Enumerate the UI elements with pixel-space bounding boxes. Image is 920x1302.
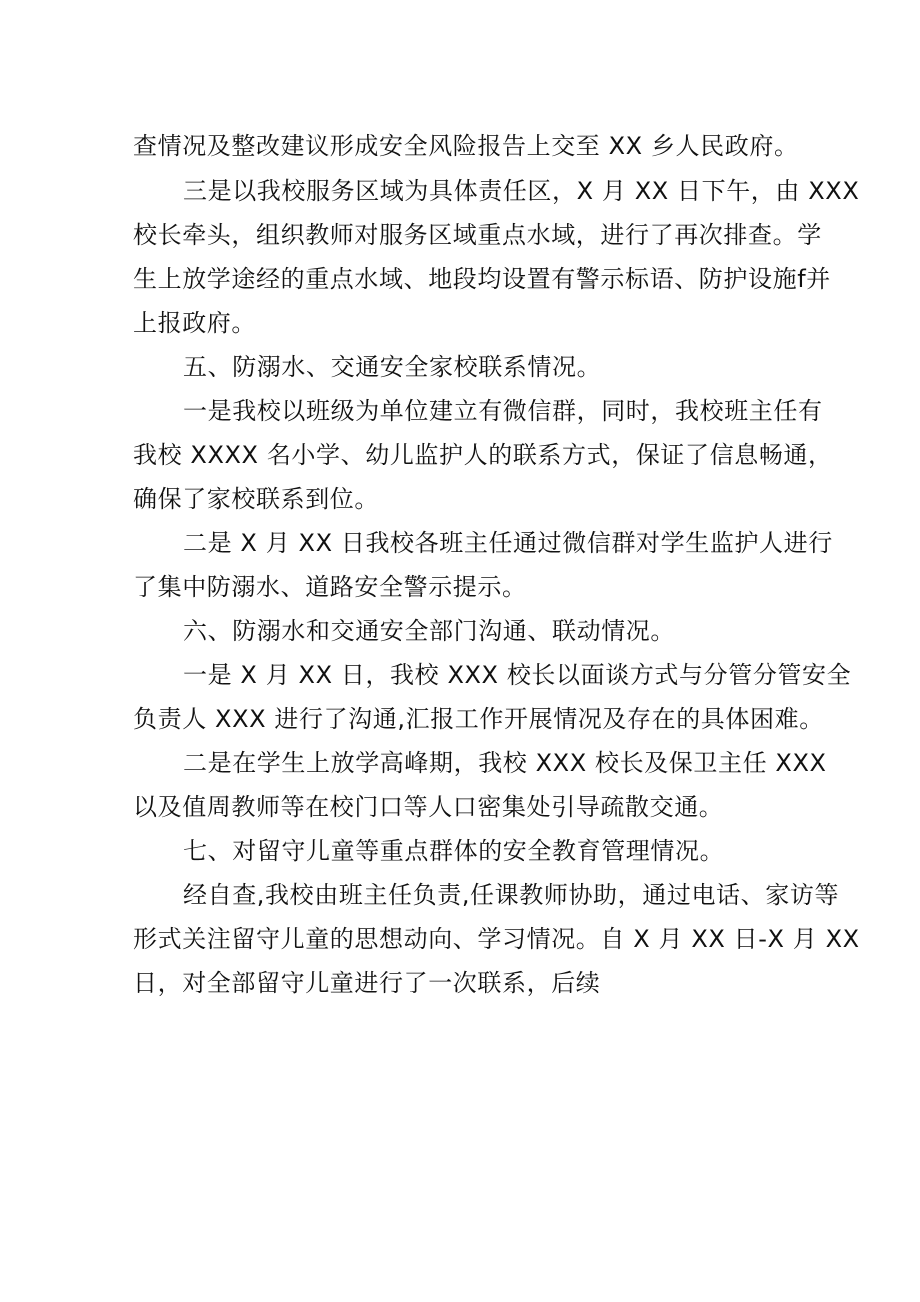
text-line-7: 一是我校以班级为单位建立有微信群，同时，我校班主任有 (183, 397, 823, 425)
text-line-1: 查情况及整改建议形成安全风险报告上交至 XX 乡人民政府。 (133, 132, 799, 160)
section-heading-6: 六、防溺水和交通安全部门沟通、联动情况。 (183, 617, 675, 645)
text-line-8: 我校 XXXX 名小学、幼儿监护人的联系方式，保证了信息畅通， (133, 441, 833, 469)
section-heading-7: 七、对留守儿童等重点群体的安全教育管理情况。 (183, 837, 725, 865)
text-line-10: 二是 X 月 XX 日我校各班主任通过微信群对学生监护人进行 (183, 529, 833, 557)
text-line-11: 了集中防溺水、道路安全警示提示。 (133, 573, 527, 601)
text-line-18: 经自查,我校由班主任负责,任课教师协助，通过电话、家访等 (183, 881, 840, 909)
text-line-5: 上报政府。 (133, 309, 256, 337)
text-line-16: 以及值周教师等在校门口等人口密集处引导疏散交通。 (133, 793, 724, 821)
text-line-9: 确保了家校联系到位。 (133, 485, 379, 513)
text-line-13: 一是 X 月 XX 日，我校 XXX 校长以面谈方式与分管分管安全 (183, 661, 852, 689)
text-line-2: 三是以我校服务区域为具体责任区，X 月 XX 日下午，由 XXX (183, 177, 860, 205)
section-heading-5: 五、防溺水、交通安全家校联系情况。 (183, 353, 602, 381)
text-line-4: 生上放学途经的重点水域、地段均设置有警示标语、防护设施f并 (133, 265, 831, 293)
text-line-19: 形式关注留守儿童的思想动向、学习情况。自 X 月 XX 日-X 月 XX (133, 925, 860, 953)
text-line-14: 负责人 XXX 进行了沟通,汇报工作开展情况及存在的具体困难。 (133, 705, 824, 733)
text-line-15: 二是在学生上放学高峰期，我校 XXX 校长及保卫主任 XXX (183, 749, 827, 777)
text-line-20: 日，对全部留守儿童进行了一次联系，后续 (133, 969, 601, 997)
text-line-3: 校长牵头，组织教师对服务区域重点水域，进行了再次排查。学 (133, 221, 822, 249)
